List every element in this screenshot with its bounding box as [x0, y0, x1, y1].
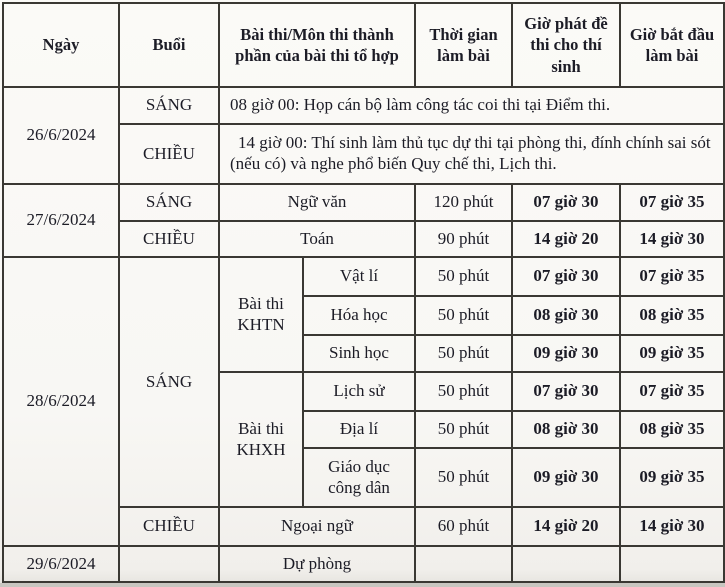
row-29-reserve — [3, 546, 724, 582]
start-cell: 07 giờ 35 — [620, 372, 724, 411]
duration-cell: 50 phút — [415, 335, 512, 372]
start-cell: 08 giờ 35 — [620, 411, 724, 448]
row-27-morning — [3, 184, 724, 221]
subject-cell: Hóa học — [303, 296, 415, 335]
exam-schedule-table — [2, 2, 725, 583]
scan-edge — [0, 583, 725, 587]
header-exam: Bài thi/Môn thi thành phần của bài thi tổ hợp — [219, 3, 415, 87]
header-session: Buổi — [119, 3, 219, 87]
start-cell: 08 giờ 35 — [620, 296, 724, 335]
handout-cell: 09 giờ 30 — [512, 335, 620, 372]
subject-cell: Sinh học — [303, 335, 415, 372]
session-cell-afternoon: CHIỀU — [119, 221, 219, 257]
date-cell-26-6: 26/6/2024 — [3, 87, 119, 184]
session-cell-morning: SÁNG — [119, 184, 219, 221]
start-cell: 07 giờ 35 — [620, 184, 724, 221]
subject-cell: Địa lí — [303, 411, 415, 448]
session-cell-morning: SÁNG — [119, 257, 219, 507]
header-start-time: Giờ bắt đầu làm bài — [620, 3, 724, 87]
handout-cell: 08 giờ 30 — [512, 411, 620, 448]
header-date: Ngày — [3, 3, 119, 87]
start-cell: 09 giờ 35 — [620, 448, 724, 507]
duration-cell: 50 phút — [415, 411, 512, 448]
duration-cell: 50 phút — [415, 257, 512, 296]
duration-cell: 50 phút — [415, 296, 512, 335]
session-cell-afternoon: CHIỀU — [119, 507, 219, 546]
duration-cell: 120 phút — [415, 184, 512, 221]
start-cell: 14 giờ 30 — [620, 221, 724, 257]
subject-cell: Vật lí — [303, 257, 415, 296]
reserve-cell: Dự phòng — [219, 546, 415, 582]
start-cell: 07 giờ 35 — [620, 257, 724, 296]
handout-cell: 08 giờ 30 — [512, 296, 620, 335]
group-cell-khtn: Bài thi KHTN — [219, 257, 303, 372]
row-28-physics — [3, 257, 724, 296]
handout-cell: 14 giờ 20 — [512, 507, 620, 546]
handout-cell: 07 giờ 30 — [512, 372, 620, 411]
header-row — [3, 3, 724, 87]
note-26-afternoon: 14 giờ 00: Thí sinh làm thủ tục dự thi tại phòng thi, đính chính sai sót (nếu có) và nghe phổ biến Quy chế thi, Lịch thi. — [219, 124, 724, 184]
empty-handout-cell — [512, 546, 620, 582]
empty-start-cell — [620, 546, 724, 582]
note-26-morning: 08 giờ 00: Họp cán bộ làm công tác coi thi tại Điểm thi. — [219, 87, 724, 124]
handout-cell: 14 giờ 20 — [512, 221, 620, 257]
group-cell-khxh: Bài thi KHXH — [219, 372, 303, 507]
date-cell-29-6: 29/6/2024 — [3, 546, 119, 582]
header-handout-time: Giờ phát đề thi cho thí sinh — [512, 3, 620, 87]
subject-cell: Giáo dục công dân — [303, 448, 415, 507]
subject-cell: Ngoại ngữ — [219, 507, 415, 546]
empty-session-cell — [119, 546, 219, 582]
row-26-morning — [3, 87, 724, 124]
subject-cell: Toán — [219, 221, 415, 257]
duration-cell: 60 phút — [415, 507, 512, 546]
handout-cell: 07 giờ 30 — [512, 257, 620, 296]
handout-cell: 07 giờ 30 — [512, 184, 620, 221]
session-cell-morning: SÁNG — [119, 87, 219, 124]
date-cell-28-6: 28/6/2024 — [3, 257, 119, 546]
session-cell-afternoon: CHIỀU — [119, 124, 219, 184]
duration-cell: 90 phút — [415, 221, 512, 257]
subject-cell: Ngữ văn — [219, 184, 415, 221]
handout-cell: 09 giờ 30 — [512, 448, 620, 507]
duration-cell: 50 phút — [415, 448, 512, 507]
start-cell: 09 giờ 35 — [620, 335, 724, 372]
empty-duration-cell — [415, 546, 512, 582]
header-duration: Thời gian làm bài — [415, 3, 512, 87]
start-cell: 14 giờ 30 — [620, 507, 724, 546]
duration-cell: 50 phút — [415, 372, 512, 411]
date-cell-27-6: 27/6/2024 — [3, 184, 119, 257]
subject-cell: Lịch sử — [303, 372, 415, 411]
